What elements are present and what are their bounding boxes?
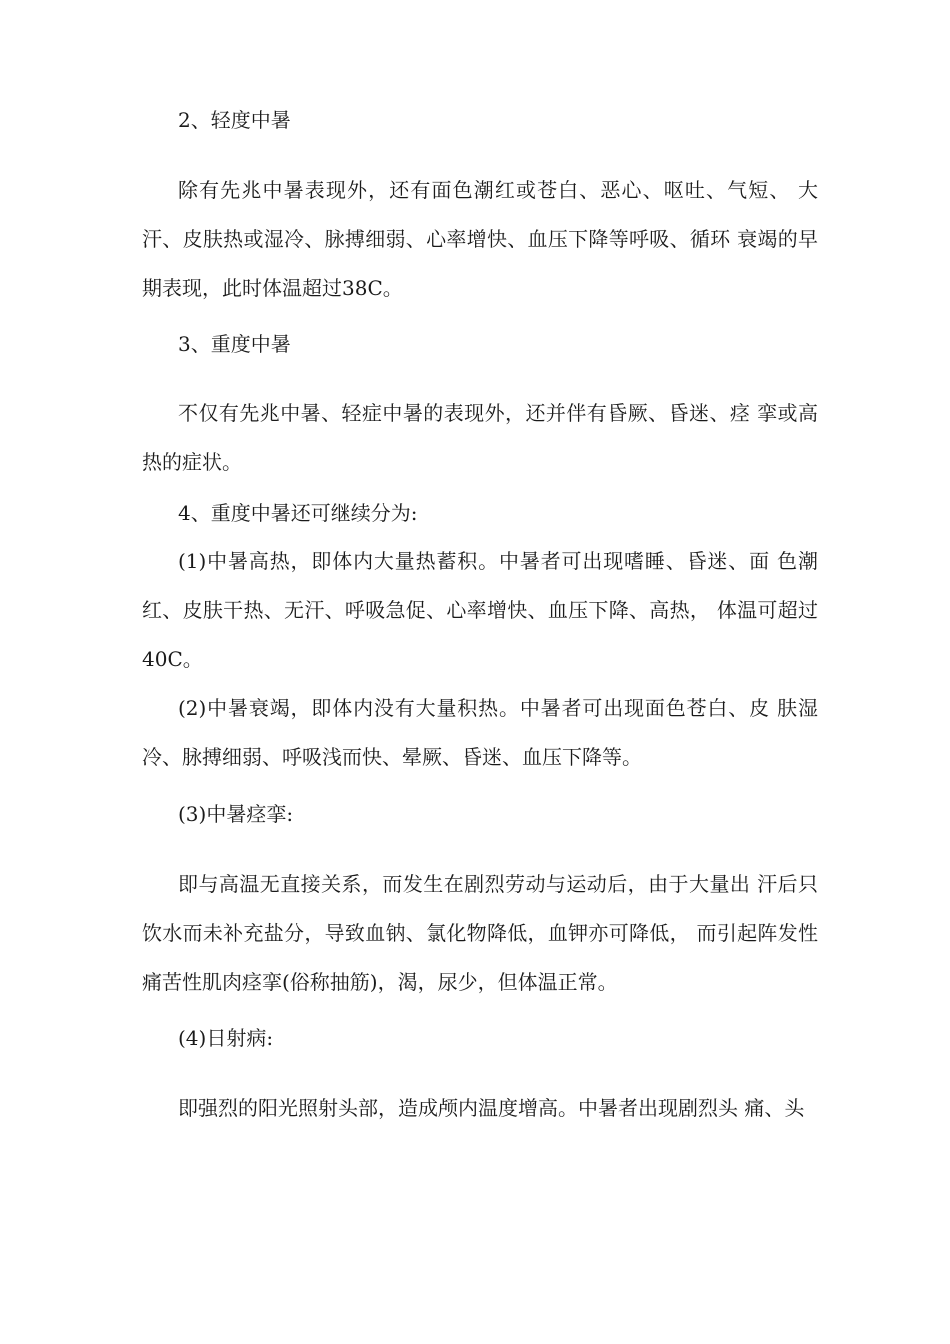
paragraph-heat-exhaustion: (2)中暑衰竭，即体内没有大量积热。中暑者可出现面色苍白、皮 肤湿冷、脉搏细弱、呼吸浅而快、晕厥、昏迷、血压下降等。 [142, 696, 818, 769]
heading-severe-subtypes: 4、重度中暑还可继续分为: [178, 501, 418, 525]
heading-sunstroke: (4)日射病: [178, 1026, 274, 1050]
paragraph-mild-symptoms: 除有先兆中暑表现外，还有面色潮红或苍白、恶心、呕吐、气短、 大汗、皮肤热或湿冷、脉搏细弱、心率增快、血压下降等呼吸、循环 衰竭的早期表现，此时体温超过38C。 [142, 178, 818, 300]
paragraph-severe-symptoms: 不仅有先兆中暑、轻症中暑的表现外，还并伴有昏厥、昏迷、痉 挛或高热的症状。 [142, 401, 818, 474]
heading-heat-cramps: (3)中暑痉挛: [178, 802, 294, 826]
heading-mild-heatstroke: 2、轻度中暑 [178, 108, 291, 132]
paragraph-sunstroke: 即强烈的阳光照射头部，造成颅内温度增高。中暑者出现剧烈头 痛、头 [178, 1096, 805, 1120]
heading-severe-heatstroke: 3、重度中暑 [178, 332, 291, 356]
paragraph-heat-cramps: 即与高温无直接关系，而发生在剧烈劳动与运动后，由于大量出 汗后只饮水而未补充盐分，导致血钠、氯化物降低，血钾亦可降低， 而引起阵发性痛苦性肌肉痉挛(俗称抽筋)，渴，尿少，但体温正常。 [142, 872, 818, 994]
paragraph-heat-hyperpyrexia: (1)中暑高热，即体内大量热蓄积。中暑者可出现嗜睡、昏迷、面 色潮红、皮肤干热、无汗、呼吸急促、心率增快、血压下降、高热， 体温可超过40C。 [142, 549, 818, 671]
